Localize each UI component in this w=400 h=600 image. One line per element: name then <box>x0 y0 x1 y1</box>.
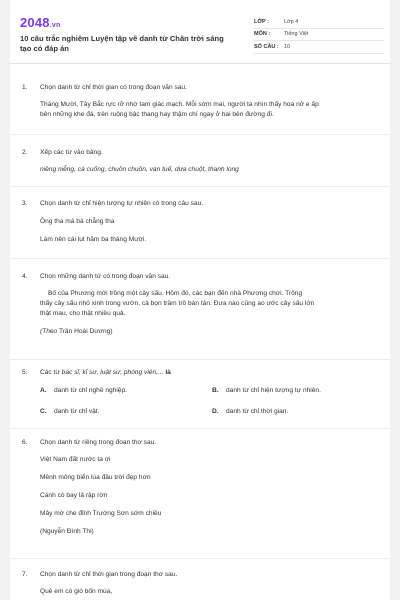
poem-line: Việt Nam đất nước ta ơi <box>40 456 111 463</box>
passage-source <box>40 328 382 335</box>
meta-row-grade <box>254 16 384 29</box>
passage-line: Tháng Mười, Tây Bắc rực rỡ nhờ tam giác mạch. Mỗi sớm mai, người ta nhìn thấy hoa nở e ấp <box>40 101 319 108</box>
option-text: danh từ chỉ vật. <box>54 408 100 415</box>
poem-line: Mây mờ che đỉnh Trường Sơn sớm chiều <box>40 510 162 517</box>
divider <box>10 258 390 259</box>
question-5 <box>22 368 382 423</box>
question-number: 3. <box>22 200 28 207</box>
option-text: danh từ chỉ nghề nghiệp. <box>54 387 127 394</box>
site-logo[interactable] <box>20 15 60 30</box>
poem-line: Mênh mông biển lúa đâu trời đẹp hơn <box>40 474 151 481</box>
option-b[interactable] <box>212 387 321 394</box>
question-heading <box>22 83 382 92</box>
question-2 <box>22 148 382 175</box>
document-meta <box>254 16 384 54</box>
document-header <box>10 0 390 64</box>
question-3 <box>22 199 382 245</box>
poem-line: Quê em có gió bốn mùa, <box>40 588 113 595</box>
question-number: 6. <box>22 439 28 446</box>
option-letter: B. <box>212 387 219 394</box>
question-prompt: Chọn danh từ chỉ thời gian trong đoạn thơ sau. <box>40 571 178 578</box>
divider <box>10 428 390 429</box>
prompt-end: là <box>165 369 171 376</box>
option-letter: C. <box>40 408 47 415</box>
source-author: Trần Hoài Dương) <box>58 328 113 335</box>
question-heading <box>22 368 382 377</box>
question-heading <box>22 438 382 447</box>
question-heading <box>22 272 382 281</box>
divider <box>10 359 390 360</box>
question-heading <box>22 148 382 157</box>
meta-key: MÔN : <box>254 31 271 38</box>
divider <box>10 558 390 559</box>
question-4 <box>22 272 382 335</box>
logo-text: 2048 <box>20 15 50 30</box>
question-prompt: Chọn danh từ chỉ hiện tượng tự nhiên có trong câu sau. <box>40 200 204 207</box>
meta-row-count <box>254 41 384 54</box>
option-text: danh từ chỉ hiện tượng tự nhiên. <box>226 387 321 394</box>
meta-key: LỚP : <box>254 18 269 25</box>
meta-row-subject <box>254 29 384 42</box>
question-number: 1. <box>22 84 28 91</box>
question-prompt: Chọn những danh từ có trong đoạn văn sau. <box>40 273 171 280</box>
question-prompt: Xếp các từ vào bảng. <box>40 149 103 156</box>
option-d[interactable] <box>212 408 288 415</box>
word-list: niềng niễng, cà cuống, chuồn chuồn, vạn tuế, dưa chuột, thanh long <box>40 166 239 173</box>
question-prompt: Chọn danh từ riêng trong đoạn thơ sau. <box>40 439 157 446</box>
document-title: 10 câu trắc nghiệm Luyện tập về danh từ Chân trời sáng tạo có đáp án <box>20 34 224 53</box>
question-6 <box>22 438 382 537</box>
passage-line: thấy cây sấu nhỏ xinh trong vườn, cả bọn trầm trồ bàn tán. Đưa nào cũng ao ước cây sấu lớn <box>40 300 315 307</box>
option-a[interactable] <box>40 387 127 394</box>
meta-key: SỐ CÂU : <box>254 43 279 50</box>
question-number: 7. <box>22 571 28 578</box>
meta-value: Lớp 4 <box>284 18 299 25</box>
divider <box>10 186 390 187</box>
prompt-start: Các từ <box>40 369 60 376</box>
question-heading <box>22 199 382 208</box>
passage-line: Bố của Phương mới trồng một cây sấu. Hôm đó, các bạn đến nhà Phương chơi. Trông <box>48 290 303 297</box>
question-number: 5. <box>22 369 28 376</box>
meta-value: 10 <box>284 43 291 50</box>
question-1 <box>22 83 382 120</box>
poem-line: Cánh cò bay lả rập rờn <box>40 492 108 499</box>
option-letter: D. <box>212 408 219 415</box>
question-prompt: Chọn danh từ chỉ thời gian có trong đoạn văn sau. <box>40 84 187 91</box>
divider <box>10 134 390 135</box>
logo-suffix: .vn <box>49 22 61 29</box>
answer-options <box>40 387 382 423</box>
poem-line: Ông tha mà bà chẳng tha <box>40 218 115 225</box>
option-letter: A. <box>40 387 47 394</box>
option-c[interactable] <box>40 408 99 415</box>
question-number: 2. <box>22 149 28 156</box>
prompt-italic: bác sĩ, kĩ sư, luật sư, phóng viên,... <box>61 369 164 376</box>
poem-source: (Nguyễn Đình Thi) <box>40 528 94 535</box>
passage-line: bên những khe đá, trên ruộng bậc thang hay thậm chí ngay ở hai bên đường đi. <box>40 111 274 118</box>
meta-value: Tiếng Việt <box>284 31 309 38</box>
passage-line: thật mau, cho thật nhiều quả. <box>40 310 126 317</box>
question-heading <box>22 570 382 579</box>
question-7 <box>22 570 382 597</box>
question-number: 4. <box>22 273 28 280</box>
source-prefix: (Theo <box>40 328 58 335</box>
document-page <box>10 0 390 600</box>
option-text: danh từ chỉ thời gian. <box>226 408 289 415</box>
poem-line: Làm nên cái lụt hăm ba tháng Mười. <box>40 236 147 243</box>
question-prompt <box>40 368 382 377</box>
